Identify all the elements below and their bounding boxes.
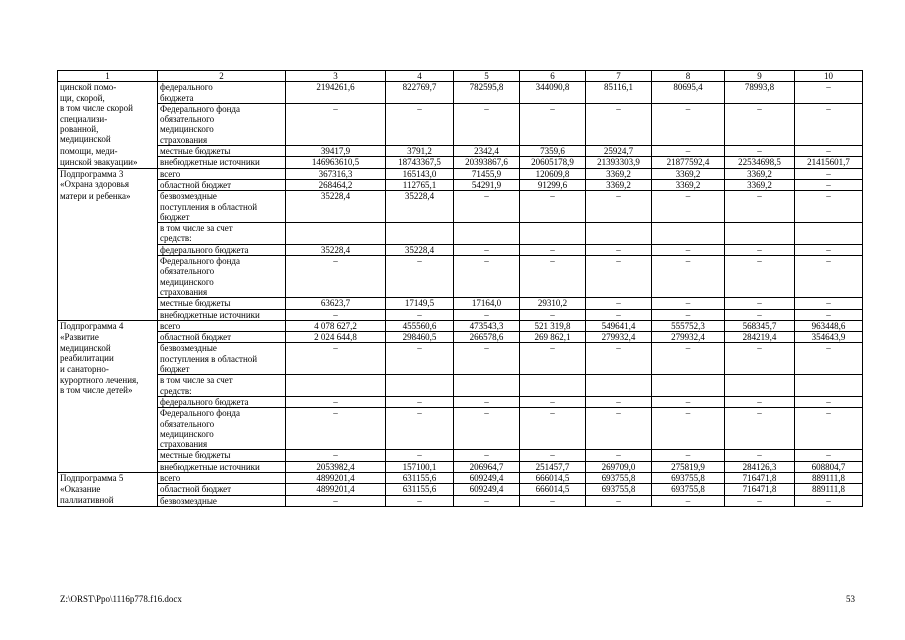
funding-source-cell: областной бюджет (158, 179, 286, 190)
value-cell: – (725, 408, 795, 450)
funding-source-cell: всего (158, 168, 286, 179)
value-cell: – (454, 396, 520, 407)
program-name-cell (58, 256, 158, 298)
value-cell: – (286, 408, 386, 450)
value-cell: 35228,4 (386, 244, 454, 255)
value-cell (286, 375, 386, 397)
value-cell: 2342,4 (454, 146, 520, 157)
column-header: 3 (286, 71, 386, 82)
value-cell: 54291,9 (454, 179, 520, 190)
value-cell: – (652, 298, 725, 309)
value-cell: 3369,2 (725, 179, 795, 190)
value-cell: – (520, 495, 586, 506)
value-cell: – (725, 309, 795, 320)
funding-source-cell: местные бюджеты (158, 298, 286, 309)
funding-source-cell: федерального бюджета (158, 82, 286, 104)
header-row (58, 71, 863, 82)
value-cell: 2 024 644,8 (286, 332, 386, 343)
value-cell (454, 375, 520, 397)
value-cell: 21393303,9 (586, 157, 652, 168)
value-cell: – (795, 408, 863, 450)
value-cell: – (652, 309, 725, 320)
value-cell: – (586, 408, 652, 450)
funding-source-cell: Федерального фонда обязательного медицинского страхования (158, 408, 286, 450)
value-cell: 367316,3 (286, 168, 386, 179)
program-name-cell (58, 408, 158, 450)
value-cell: – (725, 343, 795, 375)
value-cell: 344090,8 (520, 82, 586, 104)
program-name-cell (58, 309, 158, 320)
column-header: 9 (725, 71, 795, 82)
value-cell (586, 375, 652, 397)
value-cell: – (454, 244, 520, 255)
value-cell: 146963610,5 (286, 157, 386, 168)
value-cell: 555752,3 (652, 320, 725, 331)
value-cell: – (586, 396, 652, 407)
value-cell: – (454, 309, 520, 320)
value-cell: – (652, 191, 725, 223)
value-cell: 568345,7 (725, 320, 795, 331)
value-cell: – (520, 343, 586, 375)
value-cell: – (795, 146, 863, 157)
value-cell: 298460,5 (386, 332, 454, 343)
value-cell: 21877592,4 (652, 157, 725, 168)
value-cell: – (586, 343, 652, 375)
value-cell: 269709,0 (586, 461, 652, 472)
value-cell (520, 375, 586, 397)
value-cell: – (586, 495, 652, 506)
program-name-cell (58, 396, 158, 407)
value-cell: – (454, 103, 520, 145)
table-row (58, 244, 863, 255)
value-cell: – (652, 396, 725, 407)
table-row (58, 450, 863, 461)
value-cell: – (386, 103, 454, 145)
value-cell (725, 223, 795, 245)
value-cell: – (586, 191, 652, 223)
value-cell: – (795, 82, 863, 104)
value-cell: – (652, 103, 725, 145)
program-name-cell: цинской помо- щи, скорой, (58, 82, 158, 104)
value-cell (652, 223, 725, 245)
table-row (58, 223, 863, 245)
value-cell: 165143,0 (386, 168, 454, 179)
value-cell: 608804,7 (795, 461, 863, 472)
value-cell: 2053982,4 (286, 461, 386, 472)
value-cell: 549641,4 (586, 320, 652, 331)
value-cell: 206964,7 (454, 461, 520, 472)
table-row (58, 179, 863, 190)
value-cell: 35228,4 (286, 244, 386, 255)
value-cell: – (795, 103, 863, 145)
value-cell: – (520, 309, 586, 320)
program-name-cell: медицинской реабилитации и санаторно- (58, 343, 158, 375)
value-cell: – (795, 256, 863, 298)
value-cell: – (586, 309, 652, 320)
program-name-cell: паллиативной (58, 495, 158, 506)
funding-source-cell: внебюджетные источники (158, 157, 286, 168)
value-cell: 3369,2 (586, 179, 652, 190)
value-cell: 284219,4 (725, 332, 795, 343)
value-cell: 25924,7 (586, 146, 652, 157)
value-cell: 693755,8 (652, 472, 725, 483)
value-cell: – (725, 146, 795, 157)
value-cell: 4 078 627,2 (286, 320, 386, 331)
value-cell: 71455,9 (454, 168, 520, 179)
value-cell: 20605178,9 (520, 157, 586, 168)
value-cell (286, 223, 386, 245)
table-row (58, 298, 863, 309)
value-cell: – (520, 256, 586, 298)
table-row (58, 191, 863, 223)
value-cell: 284126,3 (725, 461, 795, 472)
program-name-cell (58, 298, 158, 309)
funding-source-cell: в том числе за счет средств: (158, 375, 286, 397)
value-cell: – (725, 256, 795, 298)
value-cell: – (795, 396, 863, 407)
value-cell: 4899201,4 (286, 472, 386, 483)
value-cell: 279932,4 (652, 332, 725, 343)
funding-source-cell: безвозмездные поступления в областной бюджет (158, 191, 286, 223)
value-cell: – (725, 244, 795, 255)
value-cell: – (454, 256, 520, 298)
funding-source-cell: федерального бюджета (158, 244, 286, 255)
program-name-cell: матери и ребенка» (58, 191, 158, 223)
value-cell: 2194261,6 (286, 82, 386, 104)
column-header: 8 (652, 71, 725, 82)
value-cell: – (386, 396, 454, 407)
value-cell: 716471,8 (725, 472, 795, 483)
value-cell: 91299,6 (520, 179, 586, 190)
funding-source-cell: в том числе за счет средств: (158, 223, 286, 245)
value-cell: – (652, 244, 725, 255)
column-header: 1 (58, 71, 158, 82)
value-cell: 354643,9 (795, 332, 863, 343)
value-cell: – (725, 450, 795, 461)
value-cell: 29310,2 (520, 298, 586, 309)
value-cell: 521 319,8 (520, 320, 586, 331)
value-cell: – (520, 103, 586, 145)
value-cell: – (652, 146, 725, 157)
value-cell: – (795, 309, 863, 320)
value-cell: 39417,9 (286, 146, 386, 157)
value-cell (586, 223, 652, 245)
value-cell: 4899201,4 (286, 484, 386, 495)
value-cell: – (725, 103, 795, 145)
value-cell: 22534698,5 (725, 157, 795, 168)
value-cell: 35228,4 (286, 191, 386, 223)
value-cell: – (286, 495, 386, 506)
funding-source-cell: всего (158, 320, 286, 331)
value-cell: 112765,1 (386, 179, 454, 190)
program-name-cell: цинской эвакуации» (58, 157, 158, 168)
column-header: 2 (158, 71, 286, 82)
value-cell: – (795, 343, 863, 375)
funding-source-cell: областной бюджет (158, 484, 286, 495)
table-row (58, 82, 863, 104)
table-row (58, 461, 863, 472)
value-cell: – (520, 450, 586, 461)
value-cell: 473543,3 (454, 320, 520, 331)
value-cell: – (454, 408, 520, 450)
value-cell (725, 375, 795, 397)
value-cell: – (586, 256, 652, 298)
value-cell: 78993,8 (725, 82, 795, 104)
program-name-cell (58, 223, 158, 245)
value-cell: – (795, 244, 863, 255)
value-cell: 275819,9 (652, 461, 725, 472)
value-cell: 279932,4 (586, 332, 652, 343)
table-row (58, 168, 863, 179)
value-cell: 693755,8 (586, 484, 652, 495)
value-cell: 609249,4 (454, 484, 520, 495)
value-cell: 609249,4 (454, 472, 520, 483)
value-cell: – (520, 396, 586, 407)
page-number: 53 (846, 594, 855, 604)
value-cell (520, 223, 586, 245)
value-cell: 3369,2 (652, 168, 725, 179)
value-cell: – (586, 244, 652, 255)
table-row (58, 408, 863, 450)
program-name-cell (58, 461, 158, 472)
value-cell: – (725, 495, 795, 506)
value-cell: – (454, 191, 520, 223)
budget-table (57, 70, 863, 507)
table-row (58, 396, 863, 407)
table-row (58, 320, 863, 331)
value-cell: 63623,7 (286, 298, 386, 309)
column-header: 4 (386, 71, 454, 82)
value-cell: 21415601,7 (795, 157, 863, 168)
table-row (58, 146, 863, 157)
program-name-cell: Подпрограмма 5 (58, 472, 158, 483)
value-cell: – (386, 309, 454, 320)
column-header: 5 (454, 71, 520, 82)
table-row (58, 375, 863, 397)
value-cell: 3369,2 (725, 168, 795, 179)
value-cell: 7359,6 (520, 146, 586, 157)
program-name-cell: «Оказание (58, 484, 158, 495)
value-cell (652, 375, 725, 397)
funding-source-cell: внебюджетные источники (158, 309, 286, 320)
value-cell: – (286, 103, 386, 145)
value-cell: 35228,4 (386, 191, 454, 223)
value-cell: 18743367,5 (386, 157, 454, 168)
funding-source-cell: безвозмездные (158, 495, 286, 506)
value-cell: – (586, 103, 652, 145)
table-row (58, 157, 863, 168)
value-cell: – (286, 343, 386, 375)
value-cell: – (454, 495, 520, 506)
value-cell: – (386, 495, 454, 506)
funding-source-cell: безвозмездные поступления в областной бюджет (158, 343, 286, 375)
value-cell: 693755,8 (586, 472, 652, 483)
value-cell: – (520, 191, 586, 223)
table-row (58, 484, 863, 495)
value-cell: 666014,5 (520, 484, 586, 495)
table-row (58, 495, 863, 506)
value-cell: – (586, 450, 652, 461)
program-name-cell: Подпрограмма 3 (58, 168, 158, 179)
value-cell: – (386, 343, 454, 375)
funding-source-cell: федерального бюджета (158, 396, 286, 407)
value-cell (454, 223, 520, 245)
value-cell: – (652, 408, 725, 450)
value-cell: 631155,6 (386, 472, 454, 483)
value-cell: 782595,8 (454, 82, 520, 104)
value-cell: – (725, 191, 795, 223)
value-cell: – (454, 343, 520, 375)
value-cell (386, 223, 454, 245)
program-name-cell: курортного лечения, в том числе детей» (58, 375, 158, 397)
value-cell: 822769,7 (386, 82, 454, 104)
value-cell: – (795, 450, 863, 461)
program-name-cell (58, 244, 158, 255)
funding-source-cell: местные бюджеты (158, 146, 286, 157)
value-cell (795, 223, 863, 245)
value-cell: – (652, 343, 725, 375)
program-name-cell: помощи, меди- (58, 146, 158, 157)
value-cell (795, 375, 863, 397)
value-cell: 269 862,1 (520, 332, 586, 343)
funding-source-cell: Федерального фонда обязательного медицинского страхования (158, 103, 286, 145)
value-cell: – (286, 309, 386, 320)
program-name-cell: «Охрана здоровья (58, 179, 158, 190)
table-row (58, 472, 863, 483)
value-cell: – (386, 256, 454, 298)
value-cell: – (520, 408, 586, 450)
table-row (58, 256, 863, 298)
value-cell: – (795, 298, 863, 309)
value-cell: – (652, 256, 725, 298)
table-row (58, 332, 863, 343)
program-name-cell: «Развитие (58, 332, 158, 343)
funding-source-cell: внебюджетные источники (158, 461, 286, 472)
value-cell: – (725, 298, 795, 309)
value-cell: 666014,5 (520, 472, 586, 483)
program-name-cell: Подпрограмма 4 (58, 320, 158, 331)
value-cell: – (286, 256, 386, 298)
value-cell: – (286, 450, 386, 461)
value-cell: 889111,8 (795, 472, 863, 483)
value-cell: 251457,7 (520, 461, 586, 472)
value-cell: 157100,1 (386, 461, 454, 472)
footer-file-path: Z:\ORST\Ppo\1116p778.f16.docx (60, 594, 182, 604)
value-cell: – (652, 450, 725, 461)
value-cell: – (454, 450, 520, 461)
value-cell: 693755,8 (652, 484, 725, 495)
value-cell: – (586, 298, 652, 309)
value-cell: 85116,1 (586, 82, 652, 104)
value-cell: 3369,2 (586, 168, 652, 179)
value-cell: – (725, 396, 795, 407)
table-row (58, 309, 863, 320)
value-cell: 455560,6 (386, 320, 454, 331)
column-header: 6 (520, 71, 586, 82)
value-cell: 20393867,6 (454, 157, 520, 168)
value-cell: 268464,2 (286, 179, 386, 190)
value-cell: – (795, 168, 863, 179)
table-row (58, 343, 863, 375)
value-cell: 266578,6 (454, 332, 520, 343)
program-name-cell (58, 450, 158, 461)
funding-source-cell: Федерального фонда обязательного медицинского страхования (158, 256, 286, 298)
value-cell: – (286, 396, 386, 407)
value-cell: 631155,6 (386, 484, 454, 495)
column-header: 7 (586, 71, 652, 82)
value-cell (386, 375, 454, 397)
value-cell: – (520, 244, 586, 255)
program-name-cell: в том числе скорой специализи- рованной, медицинской (58, 103, 158, 145)
value-cell: 889111,8 (795, 484, 863, 495)
value-cell: 3791,2 (386, 146, 454, 157)
column-header: 10 (795, 71, 863, 82)
value-cell: – (795, 191, 863, 223)
value-cell: 716471,8 (725, 484, 795, 495)
value-cell: 17164,0 (454, 298, 520, 309)
value-cell: – (386, 408, 454, 450)
value-cell: 120609,8 (520, 168, 586, 179)
value-cell: 80695,4 (652, 82, 725, 104)
value-cell: 3369,2 (652, 179, 725, 190)
funding-source-cell: областной бюджет (158, 332, 286, 343)
value-cell: 17149,5 (386, 298, 454, 309)
value-cell: – (386, 450, 454, 461)
value-cell: – (652, 495, 725, 506)
funding-source-cell: всего (158, 472, 286, 483)
value-cell: 963448,6 (795, 320, 863, 331)
table-row (58, 103, 863, 145)
value-cell: – (795, 495, 863, 506)
funding-source-cell: местные бюджеты (158, 450, 286, 461)
value-cell: – (795, 179, 863, 190)
